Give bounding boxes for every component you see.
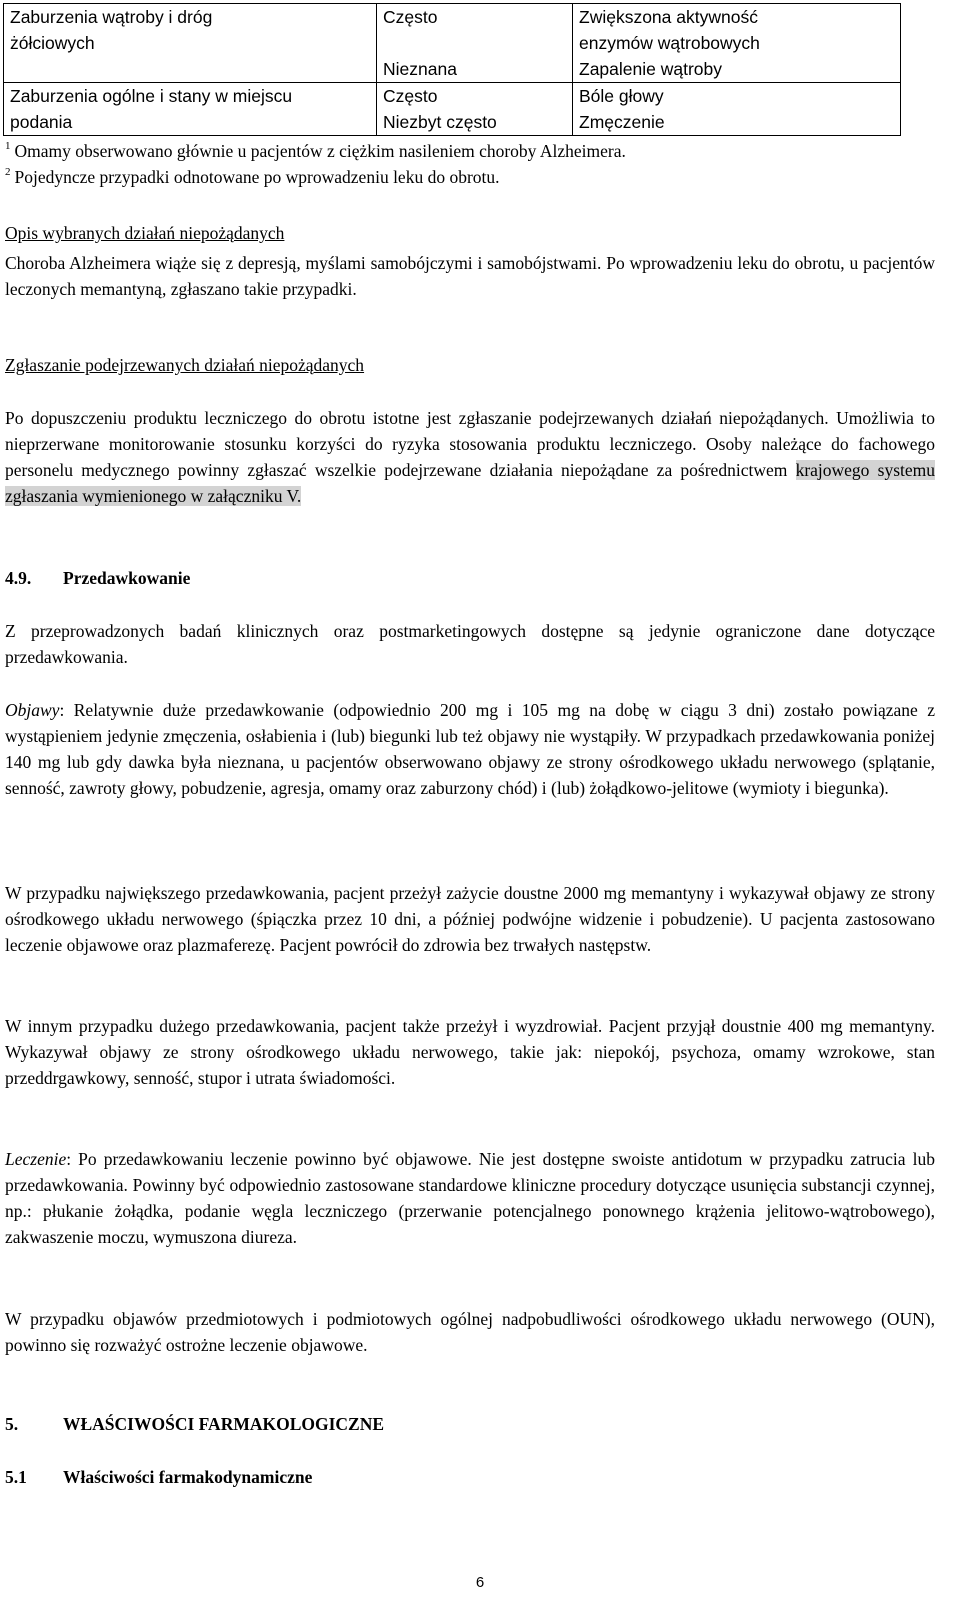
- adverse-reactions-table: [3, 3, 901, 136]
- table-row: [4, 83, 901, 136]
- section-heading-5-1: 5.1 Właściwości farmakodynamiczne: [5, 1467, 313, 1487]
- footnote-2: $^2$ Pojedyncze przypadki odnotowane po wprowadzeniu leku do obrotu.: [5, 166, 500, 187]
- table-cell-system: Zaburzenia wątroby i dróg żółciowych: [4, 4, 377, 83]
- table-cell-reaction: Bóle głowy Zmęczenie: [573, 83, 901, 136]
- section-heading-5: 5. WŁAŚCIWOŚCI FARMAKOLOGICZNE: [5, 1414, 385, 1434]
- table-cell-frequency: Często Nieznana: [377, 4, 573, 83]
- section-heading-zgloszenia: Zgłaszanie podejrzewanych działań niepożądanych: [5, 355, 365, 375]
- table-cell-frequency: Często Niezbyt często: [377, 83, 573, 136]
- paragraph-other-overdose: W innym przypadku dużego przedawkowania, pacjent także przeżył i wyzdrowiał. Pacjent przyjął doustnie 400 mg memantyny. Wykazywał objawy ze strony ośrodkowego układu nerwowego, takie jak: niepokój, psychoza, omamy wzrokowe, stan przeddrgawkowy, senność, stupor i utrata świadomości.: [5, 1016, 935, 1088]
- page-number: 6: [475, 1574, 485, 1591]
- footnote-1: $^1$ Omamy obserwowano głównie u pacjentów z ciężkim nasileniem choroby Alzheimera.: [5, 140, 626, 161]
- paragraph-opis: Choroba Alzheimera wiąże się z depresją, myślami samobójczymi i samobójstwami. Po wprowadzeniu leku do obrotu, u pacjentów leczonych memantyną, zgłaszano takie przypadki.: [5, 253, 935, 299]
- highlighted-reference: krajowego systemu zgłaszania wymienionego w załączniku V.: [5, 460, 936, 506]
- table-cell-reaction: Zwiększona aktywność enzymów wątrobowych Zapalenie wątroby: [573, 4, 901, 83]
- paragraph-overdose-intro: Z przeprowadzonych badań klinicznych oraz postmarketingowych dostępne są jedynie ograniczone dane dotyczące przedawkowania.: [5, 621, 935, 667]
- table-cell-system: Zaburzenia ogólne i stany w miejscu podania: [4, 83, 377, 136]
- paragraph-oun: W przypadku objawów przedmiotowych i podmiotowych ogólnej nadpobudliwości ośrodkowego układu nerwowego (OUN), powinno się rozważyć ostrożne leczenie objawowe.: [5, 1309, 935, 1355]
- paragraph-objawy: Objawy: Relatywnie duże przedawkowanie (odpowiednio 200 mg i 105 mg na dobę w ciągu 3 dni) zostało powiązane z wystąpieniem jedynie zmęczenia, osłabienia i (lub) biegunki lub też objawy nie wystąpiły. W przypadkach przedawkowania poniżej 140 mg lub gdy dawka była nieznana, u pacjentów obserwowano objawy ze strony ośrodkowego układu nerwowego (splątanie, senność, zawroty głowy, pobudzenie, agresja, omamy oraz zaburzony chód) i (lub) żołądkowo-jelitowe (wymioty i biegunka).: [5, 700, 935, 798]
- section-heading-4-9: 4.9. Przedawkowanie: [5, 568, 191, 588]
- section-heading-opis: Opis wybranych działań niepożądanych: [5, 223, 285, 243]
- paragraph-leczenie: Leczenie: Po przedawkowaniu leczenie powinno być objawowe. Nie jest dostępne swoiste antidotum w przypadku zatrucia lub przedawkowania. Powinny być odpowiednio zastosowane standardowe kliniczne procedury dotyczące usunięcia substancji czynnej, np.: płukanie żołądka, podanie węgla leczniczego (przerwanie potencjalnego ponownego krążenia jelitowo-wątrobowego), zakwaszenie moczu, wymuszona diureza.: [5, 1149, 935, 1247]
- paragraph-zgloszenia: Po dopuszczeniu produktu leczniczego do obrotu istotne jest zgłaszanie podejrzewanych działań niepożądanych. Umożliwia to nieprzerwane monitorowanie stosunku korzyści do ryzyka stosowania produktu leczniczego. Osoby należące do fachowego personelu medycznego powinny zgłaszać wszelkie podejrzewane działania niepożądane za pośrednictwem krajowego systemu zgłaszania wymienionego w załączniku V.: [5, 408, 936, 506]
- table-row: [4, 4, 901, 83]
- paragraph-largest-overdose: W przypadku największego przedawkowania, pacjent przeżył zażycie doustne 2000 mg memantyny i wykazywał objawy ze strony ośrodkowego układu nerwowego (śpiączka przez 10 dni, a później podwójne widzenie i pobudzenie). U pacjenta zastosowano leczenie objawowe oraz plazmaferezę. Pacjent powrócił do zdrowia bez trwałych następstw.: [5, 883, 935, 955]
